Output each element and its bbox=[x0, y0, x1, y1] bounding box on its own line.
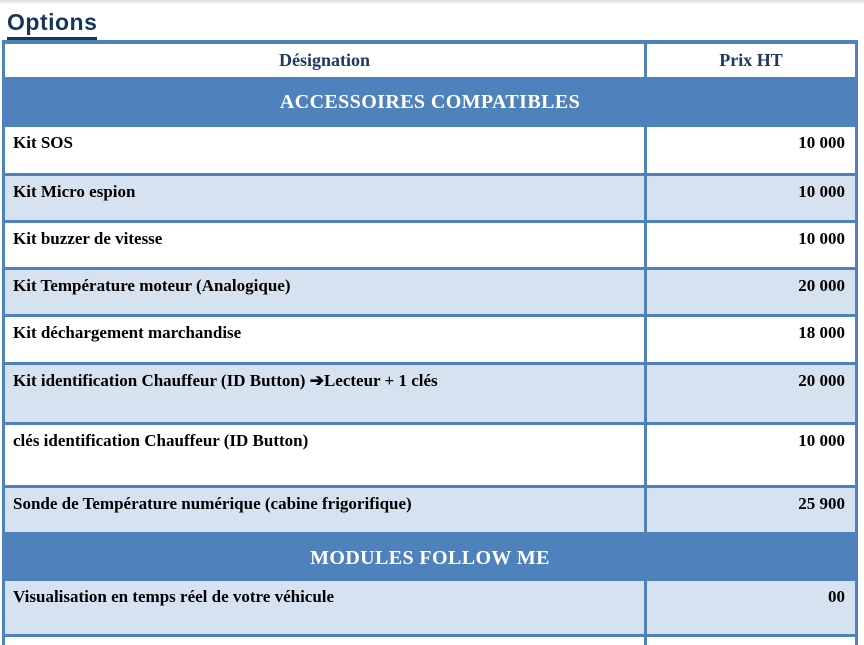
row-designation: Kit Micro espion bbox=[13, 182, 136, 201]
column-header-prix-ht: Prix HT bbox=[644, 44, 855, 77]
section-header-accessoires-compatibles: ACCESSOIRES COMPATIBLES bbox=[5, 77, 855, 127]
page-title: Options bbox=[7, 9, 97, 40]
row-designation: Kit SOS bbox=[13, 133, 73, 152]
row-designation: Visualisation en temps réel de votre véhicule bbox=[13, 587, 335, 606]
row-price: 10 000 bbox=[644, 223, 855, 267]
row-designation: Sonde de Température numérique (cabine frigorifique) bbox=[13, 494, 412, 513]
row-price: 00 bbox=[644, 581, 855, 634]
table-row bbox=[5, 581, 855, 637]
table-row bbox=[5, 176, 855, 223]
row-designation: Kit identification Chauffeur (ID Button) ➔Lecteur + 1 clés bbox=[13, 371, 438, 390]
row-designation: Kit déchargement marchandise bbox=[13, 323, 242, 342]
table-row bbox=[5, 425, 855, 488]
row-price: 10 000 bbox=[644, 127, 855, 173]
table-row bbox=[5, 127, 855, 176]
table-row bbox=[5, 488, 855, 535]
row-price: 20 000 bbox=[644, 365, 855, 422]
row-price: 25 900 bbox=[644, 488, 855, 532]
section-rows-modules bbox=[5, 581, 855, 645]
row-price: 10 000 bbox=[644, 425, 855, 485]
section-rows-accessoires bbox=[5, 127, 855, 535]
row-price: 10 000 bbox=[644, 176, 855, 220]
row-price: 18 000 bbox=[644, 317, 855, 362]
table-row bbox=[5, 223, 855, 270]
row-designation: clés identification Chauffeur (ID Button) bbox=[13, 431, 309, 450]
table-row bbox=[5, 317, 855, 365]
window-top-edge bbox=[0, 0, 864, 5]
row-designation: Kit Température moteur (Analogique) bbox=[13, 276, 291, 295]
row-price bbox=[644, 637, 855, 645]
section-header-modules-follow-me: MODULES FOLLOW ME bbox=[5, 535, 855, 581]
column-header-designation: Désignation bbox=[5, 44, 644, 77]
row-designation: Kit buzzer de vitesse bbox=[13, 229, 163, 248]
table-row-partial bbox=[5, 637, 855, 645]
row-designation bbox=[5, 637, 644, 645]
options-price-table bbox=[2, 40, 858, 645]
table-header-row bbox=[5, 44, 855, 77]
row-price: 20 000 bbox=[644, 270, 855, 314]
table-row bbox=[5, 270, 855, 317]
table-row bbox=[5, 365, 855, 425]
